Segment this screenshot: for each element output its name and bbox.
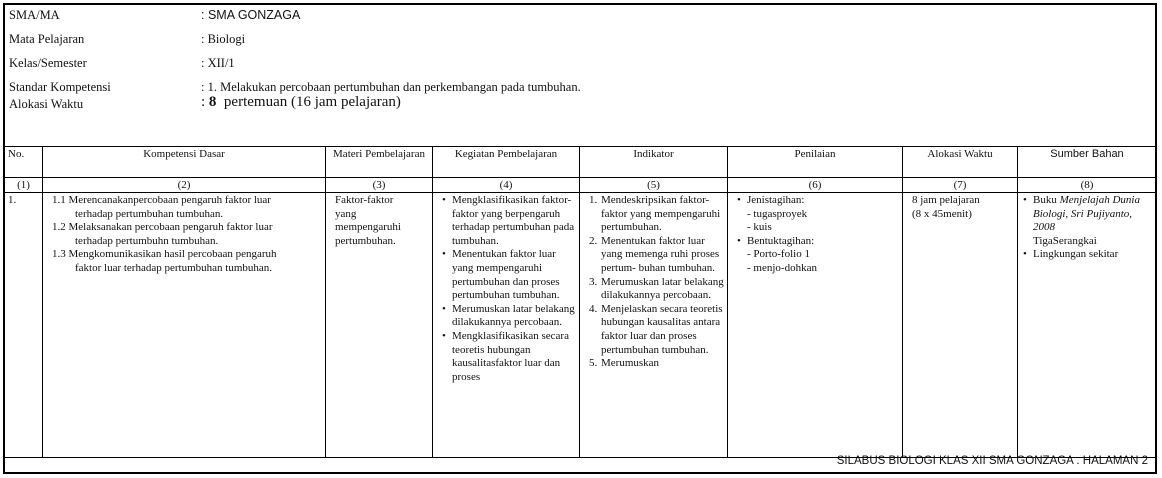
indikator-num: 2. [589,234,598,247]
indikator-item [589,194,724,235]
colnum-6: (6) [728,178,903,193]
indikator-item [589,303,724,357]
materi-text: Faktor-faktor yang mempengaruhi pertumbuhan. [335,194,401,247]
column-number-row [5,178,1157,193]
header-no: No. [5,147,43,178]
indikator-text: Merumuskan latar belakang dilakukannya percobaan. [601,275,724,302]
alokasi-line: 8 jam pelajaran [912,194,980,206]
label-time: Alokasi Waktu [9,97,84,111]
sumber-buku [1023,194,1153,248]
cell-kompetensi [43,193,326,458]
label-class: Kelas/Semester [9,56,87,70]
kegiatan-item: • Mengklasifikasikan secara teoretis hubungan kausalitasfaktor luar dan proses [442,330,576,384]
colnum-8: (8) [1018,178,1157,193]
row-number: 1. [8,194,17,206]
kd-num: 1.3 [52,248,66,261]
table-row [5,193,1157,458]
syllabus-table [4,146,1157,458]
kegiatan-item: • Mengklasifikasikan faktor-faktor yang berpengaruh terhadap pertumbuhan pada tumbuhan. [442,194,576,248]
cell-penilaian [728,193,903,458]
header-sumber: Sumber Bahan [1018,147,1157,178]
value-subject: : Biologi [201,32,246,46]
penilaian-jenis-item: - tugasproyek [747,207,808,220]
kd-text: Merencanakanpercobaan pengaruh faktor luar [68,194,271,206]
cell-sumber [1018,193,1157,458]
header-kompetensi: Kompetensi Dasar [43,147,326,178]
cell-no [5,193,43,458]
indikator-num: 5. [589,357,598,370]
value-standard: : 1. Melakukan percobaan pertumbuhan dan perkembangan pada tumbuhan. [201,80,581,94]
label-standard: Standar Kompetensi [9,80,111,94]
indikator-num: 4. [589,302,598,315]
kd-text-cont: terhadap pertumbuhn tumbuhan. [75,234,219,247]
label-subject: Mata Pelajaran [9,32,85,46]
kd-num: 1.2 [52,221,66,234]
value-time [201,95,401,109]
kd-text: Melaksanakan percobaan pengaruh faktor luar [68,221,273,234]
kegiatan-item: • Merumuskan latar belakang dilakukannya percobaan. [442,303,576,330]
penilaian-jenis [737,194,899,235]
penilaian-bentuk-item: - menjo-dohkan [747,261,817,274]
sumber-buku-title: Menjelajah Dunia Biologi, Sri Pujiyanto, 2008 [1033,194,1140,234]
cell-indikator [580,193,728,458]
indikator-item [589,276,724,303]
value-school: : SMA GONZAGA [201,8,301,22]
indikator-num: 1. [589,194,598,206]
table-header-row [5,147,1157,178]
penilaian-jenis-label: Jenistagihan: [747,194,805,206]
value-time-prefix: : [201,94,209,110]
indikator-text: Mendeskripsikan faktor-faktor yang mempengaruhi pertumbuhan. [601,194,721,234]
header-indikator: Indikator [580,147,728,178]
cell-materi [326,193,433,458]
indikator-text: Menjelaskan secara teoretis hubungan kausalitas antara faktor luar dan proses pertumbuhan tumbuhan. [601,302,723,356]
indikator-num: 3. [589,275,598,288]
kegiatan-item: • Menentukan faktor luar yang mempengaruhi pertumbuhan dan proses pertumbuhan tumbuhan. [442,248,576,302]
colnum-1: (1) [5,178,43,193]
header-alokasi: Alokasi Waktu [903,147,1018,178]
header-kegiatan: Kegiatan Pembelajaran [433,147,580,178]
header-materi: Materi Pembelajaran [326,147,433,178]
kd-num: 1.1 [52,194,66,206]
kd-text: Mengkomunikasikan hasil percobaan pengaruh [68,248,277,261]
indikator-item [589,357,724,371]
cell-alokasi [903,193,1018,458]
colnum-3: (3) [326,178,433,193]
penilaian-jenis-item: - kuis [747,221,772,234]
cell-kegiatan [433,193,580,458]
value-time-rest: pertemuan (16 jam pelajaran) [216,94,401,110]
sumber-lingkungan: • Lingkungan sekitar [1023,248,1153,262]
colnum-7: (7) [903,178,1018,193]
indikator-text: Menentukan faktor luar yang memenga ruhi proses pertum- buhan tumbuhan. [601,234,720,274]
value-class: : XII/1 [201,56,235,70]
kd-item [52,248,322,275]
colnum-4: (4) [433,178,580,193]
penilaian-bentuk-item: - Porto-folio 1 [747,248,810,261]
penilaian-bentuk-label: Bentuktagihan: [747,234,815,247]
value-time-count: 8 [208,94,217,110]
indikator-text: Merumuskan [601,357,660,370]
kd-item [52,221,322,248]
kd-item [52,194,322,221]
header-penilaian: Penilaian [728,147,903,178]
kd-text-cont: faktor luar terhadap pertumbuhan tumbuhan. [75,261,273,274]
page-footer: SILABUS BIOLOGI KLAS XII SMA GONZAGA . HALAMAN 2 [836,455,1148,467]
colnum-5: (5) [580,178,728,193]
sumber-buku-prefix: Buku [1033,194,1060,206]
penilaian-bentuk [737,235,899,276]
sumber-publisher: TigaSerangkai [1033,234,1097,247]
indikator-item [589,235,724,276]
colnum-2: (2) [43,178,326,193]
kd-text-cont: terhadap pertumbuhan tumbuhan. [75,207,224,220]
label-school: SMA/MA [9,8,60,22]
alokasi-line: (8 x 45menit) [912,207,972,220]
